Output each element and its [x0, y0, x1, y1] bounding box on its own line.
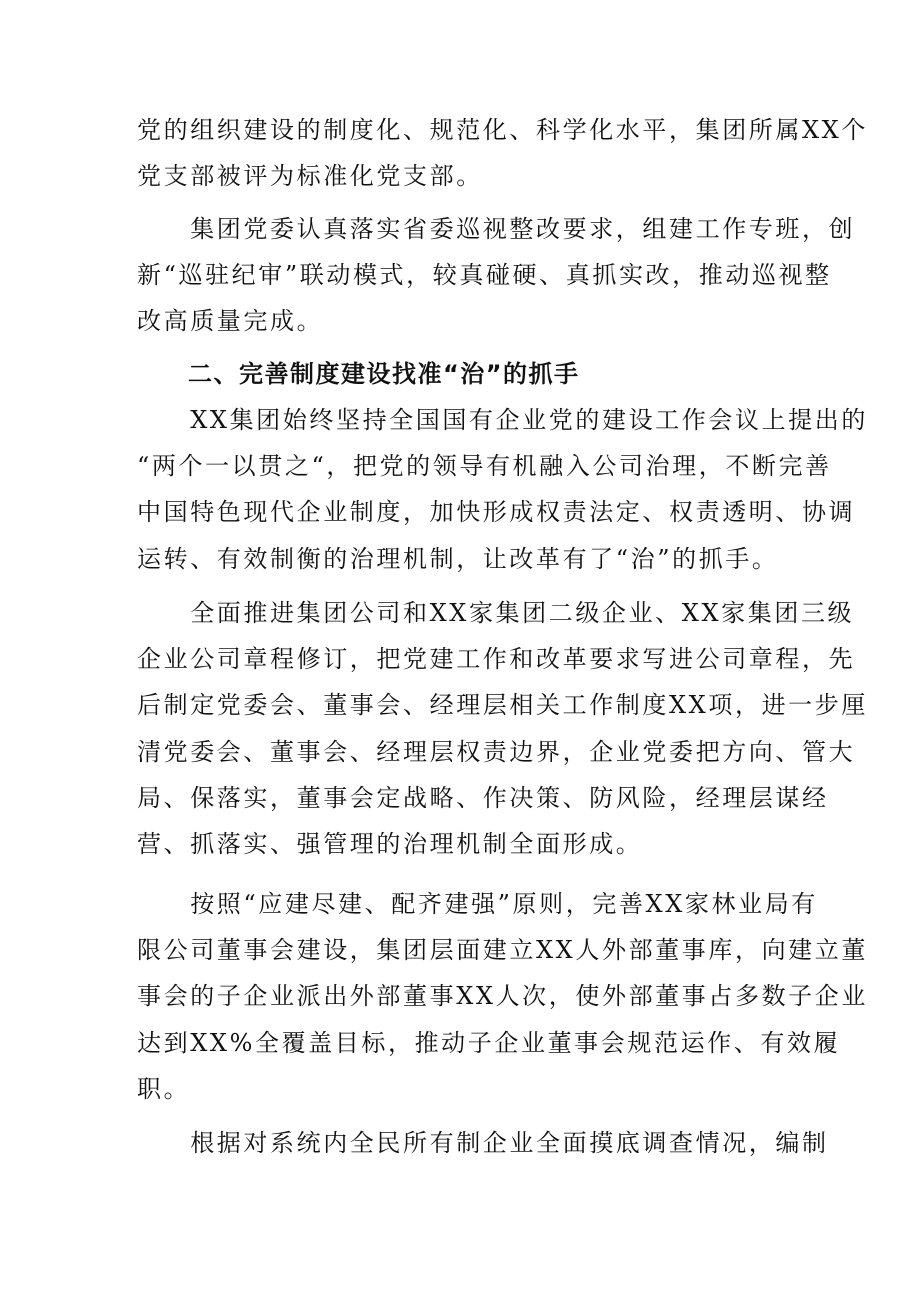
text-line: 全面推进集团公司和XX家集团二级企业、XX家集团三级: [137, 599, 855, 627]
text-line: 改高质量完成。: [137, 307, 324, 336]
text-line: 达到XX%全覆盖目标，推动子企业董事会规范运作、有效履: [137, 1028, 841, 1057]
text-line: 根据对系统内全民所有制企业全面摸底调查情况，编制: [137, 1129, 829, 1157]
text-line: “两个一以贯之“，把党的领导有机融入公司治理，不断完善: [137, 452, 832, 481]
text-line: 后制定党委会、董事会、经理层相关工作制度XX项，进一步厘: [137, 691, 868, 720]
paragraph-6: [137, 1120, 829, 1166]
text-line: 运转、有效制衡的治理机制，让改革有了“治”的抓手。: [137, 544, 779, 573]
text-line: 新“巡驻纪审”联动模式，较真碰硬、真抓实改，推动巡视整: [137, 261, 832, 290]
text-line: 集团党委认真落实省委巡视整改要求，组建工作专班，创: [137, 215, 856, 243]
text-line: 中国特色现代企业制度，加快形成权责法定、权责透明、协调: [137, 498, 856, 527]
text-line: XX集团始终坚持全国国有企业党的建设工作会议上提出的: [137, 406, 868, 434]
paragraph-4: [137, 590, 868, 867]
paragraph-1: [137, 107, 868, 199]
section-heading: 二、完善制度建设找准“治”的抓手: [137, 360, 580, 388]
text-line: 党的组织建设的制度化、规范化、科学化水平，集团所属XX个: [137, 116, 868, 144]
text-line: 企业公司章程修订，把党建工作和改革要求写进公司章程，先: [137, 645, 856, 674]
text-line: 事会的子企业派出外部董事XX人次，使外部董事占多数子企业: [137, 982, 868, 1011]
text-line: 职。: [137, 1074, 191, 1103]
paragraph-3: [137, 397, 868, 582]
text-line: 清党委会、董事会、经理层权责边界，企业党委把方向、管大: [137, 737, 856, 766]
text-line: 党支部被评为标准化党支部。: [137, 162, 483, 191]
text-line: 按照“应建尽建、配齐建强”原则，完善XX家林业局有: [137, 890, 818, 918]
paragraph-2: [137, 206, 856, 345]
text-line: 局、保落实，董事会定战略、作决策、防风险，经理层谋经: [137, 783, 829, 812]
text-line: 营、抓落实、强管理的治理机制全面形成。: [137, 829, 643, 858]
text-line: 限公司董事会建设，集团层面建立XX人外部董事库，向建立董: [137, 936, 868, 965]
paragraph-5: [137, 881, 868, 1112]
